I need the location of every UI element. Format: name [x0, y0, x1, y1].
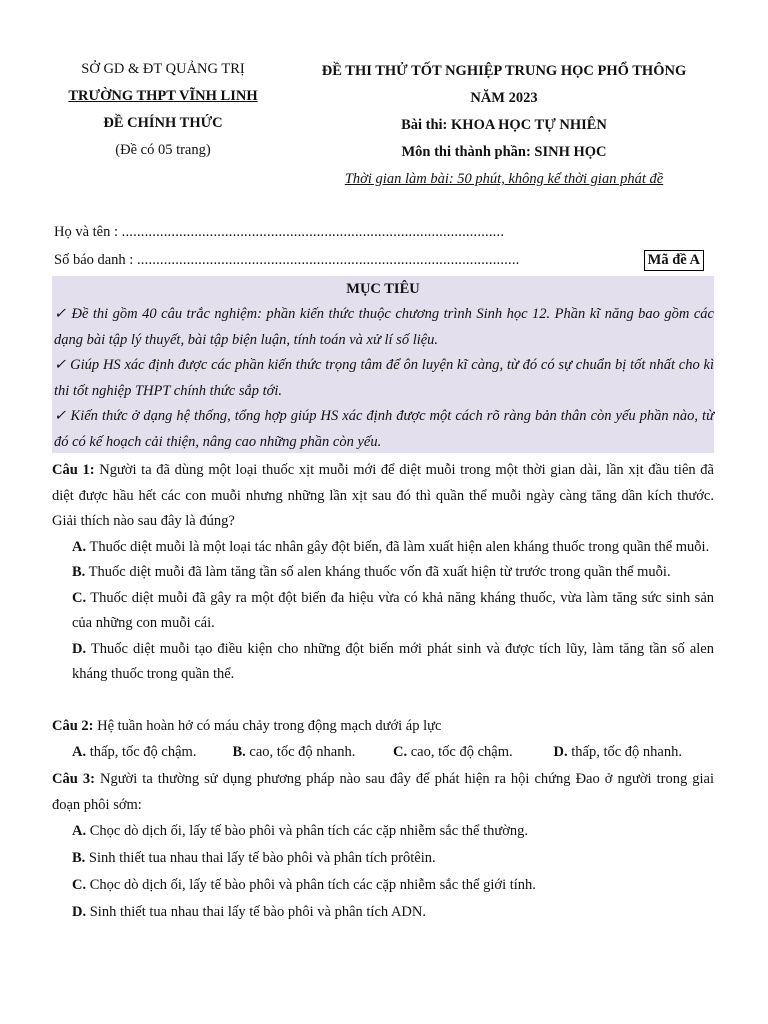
student-id-label: Số báo danh : — [54, 252, 134, 268]
answer-option-d[interactable] — [52, 899, 714, 926]
option-label: B. — [72, 850, 86, 866]
page-count: (Đề có 05 trang) — [115, 142, 211, 158]
option-label: C. — [72, 589, 87, 606]
exam-year: NĂM 2023 — [470, 90, 538, 106]
department-name: SỞ GD & ĐT QUẢNG TRỊ — [81, 61, 245, 77]
option-label: A. — [72, 538, 87, 555]
student-id-row — [54, 252, 704, 269]
question-label: Câu 2: — [52, 718, 94, 734]
option-text: thấp, tốc độ chậm. — [89, 743, 197, 760]
objective-item: ✓ Giúp HS xác định được các phần kiến thức trọng tâm để ôn luyện kĩ càng, từ đó có sự chuẩn bị tốt nhất cho kì thi tốt nghiệp THPT chính thức sắp tới. — [54, 357, 714, 399]
option-label: A. — [72, 823, 87, 839]
option-text: Chọc dò dịch ối, lấy tế bào phôi và phân tích các cặp nhiễm sắc thể giới tính. — [89, 877, 536, 893]
student-id-field[interactable]: .................................................................................................... — [136, 252, 520, 268]
objective-item: ✓ Kiến thức ở dạng hệ thống, tổng hợp giúp HS xác định được một cách rõ ràng bản thân còn yếu phần nào, từ đó có kế hoạch cải thiện, nâng cao những phần còn yếu. — [54, 408, 714, 450]
question-text — [52, 767, 714, 818]
student-name-field[interactable]: .................................................................................................... — [121, 224, 505, 240]
option-text: cao, tốc độ chậm. — [410, 743, 513, 760]
option-text: Thuốc diệt muỗi đã làm tăng tần số alen kháng thuốc vốn đã xuất hiện từ trước trong quần thể muỗi. — [88, 564, 671, 580]
question-3 — [52, 767, 714, 926]
option-label: D. — [72, 640, 87, 657]
option-text: Thuốc diệt muỗi đã gây ra một đột biến đa hiệu vừa có khả năng kháng thuốc, vừa làm tăng sức sinh sản của những con muỗi cái. — [72, 589, 714, 631]
student-name-label: Họ và tên : — [54, 224, 119, 240]
exam-time: Thời gian làm bài: 50 phút, không kể thời gian phát đề — [344, 171, 664, 187]
option-label: B. — [232, 743, 246, 760]
option-text: Chọc dò dịch ối, lấy tế bào phôi và phân tích các cặp nhiễm sắc thể thường. — [89, 823, 529, 839]
school-name: TRƯỜNG THPT VĨNH LINH — [68, 88, 258, 104]
header-right — [300, 58, 708, 193]
objective-item: ✓ Đề thi gồm 40 câu trắc nghiệm: phần kiến thức thuộc chương trình Sinh học 12. Phần kĩ năng bao gồm các dạng bài tập lý thuyết, bài tập biện luận, tính toán và xử lí số liệu. — [54, 306, 714, 348]
question-1 — [52, 458, 714, 688]
answer-option-b[interactable] — [233, 740, 394, 766]
answer-options-row — [52, 740, 714, 766]
option-text: Sinh thiết tua nhau thai lấy tế bào phôi và phân tích ADN. — [89, 904, 426, 920]
exam-title: ĐỀ THI THỬ TỐT NGHIỆP TRUNG HỌC PHỔ THÔNG — [321, 63, 687, 79]
option-text: cao, tốc độ nhanh. — [249, 743, 356, 760]
answer-option-c[interactable] — [52, 872, 714, 899]
objectives-box — [52, 276, 714, 453]
answer-option-d[interactable] — [52, 637, 714, 688]
question-2 — [52, 714, 714, 765]
objectives-title: MỤC TIÊU — [346, 281, 420, 297]
student-name-row — [54, 224, 704, 241]
question-text — [52, 458, 714, 535]
answer-option-b[interactable] — [52, 560, 714, 586]
option-label: C. — [393, 743, 408, 760]
answer-option-a[interactable] — [52, 818, 714, 845]
question-body: Người ta đã dùng một loại thuốc xịt muỗi mới để diệt muỗi trong một thời gian dài, lần xịt đầu tiên đã diệt được hầu hết các con muỗi nhưng những lần xịt sau đó thì quần thể muỗi ngày càng tăng dần kích thước. Giải thích nào sau đây là đúng? — [52, 462, 714, 529]
answer-option-a[interactable] — [72, 740, 233, 766]
exam-code-box: Mã đề A — [644, 250, 704, 271]
question-body: Hệ tuần hoàn hở có máu chảy trong động mạch dưới áp lực — [97, 718, 442, 734]
answer-option-c[interactable] — [393, 740, 554, 766]
exam-name: Bài thi: KHOA HỌC TỰ NHIÊN — [401, 117, 607, 133]
answer-option-b[interactable] — [52, 845, 714, 872]
option-label: A. — [72, 743, 87, 760]
exam-subject: Môn thi thành phần: SINH HỌC — [401, 144, 607, 160]
option-text: Sinh thiết tua nhau thai lấy tế bào phôi và phân tích prôtêin. — [88, 850, 436, 866]
question-body: Người ta thường sử dụng phương pháp nào sau đây để phát hiện ra hội chứng Đao ở người trong giai đoạn phôi sớm: — [52, 771, 714, 813]
answer-option-d[interactable] — [554, 740, 715, 766]
option-label: B. — [72, 564, 86, 580]
question-label: Câu 3: — [52, 771, 95, 787]
option-text: thấp, tốc độ nhanh. — [571, 743, 682, 760]
question-label: Câu 1: — [52, 462, 95, 478]
header-left — [52, 56, 274, 164]
answer-option-a[interactable] — [52, 535, 714, 561]
option-label: D. — [72, 904, 87, 920]
option-label: C. — [72, 877, 87, 893]
question-text — [52, 714, 714, 740]
option-text: Thuốc diệt muỗi là một loại tác nhân gây đột biến, đã làm xuất hiện alen kháng thuốc trong quần thể muỗi. — [89, 538, 710, 555]
option-label: D. — [553, 743, 568, 760]
answer-option-c[interactable] — [52, 586, 714, 637]
option-text: Thuốc diệt muỗi tạo điều kiện cho những đột biến mới phát sinh và được tích lũy, làm tăng tần số alen kháng thuốc trong quần thể. — [72, 640, 714, 682]
official-label: ĐỀ CHÍNH THỨC — [103, 115, 223, 131]
